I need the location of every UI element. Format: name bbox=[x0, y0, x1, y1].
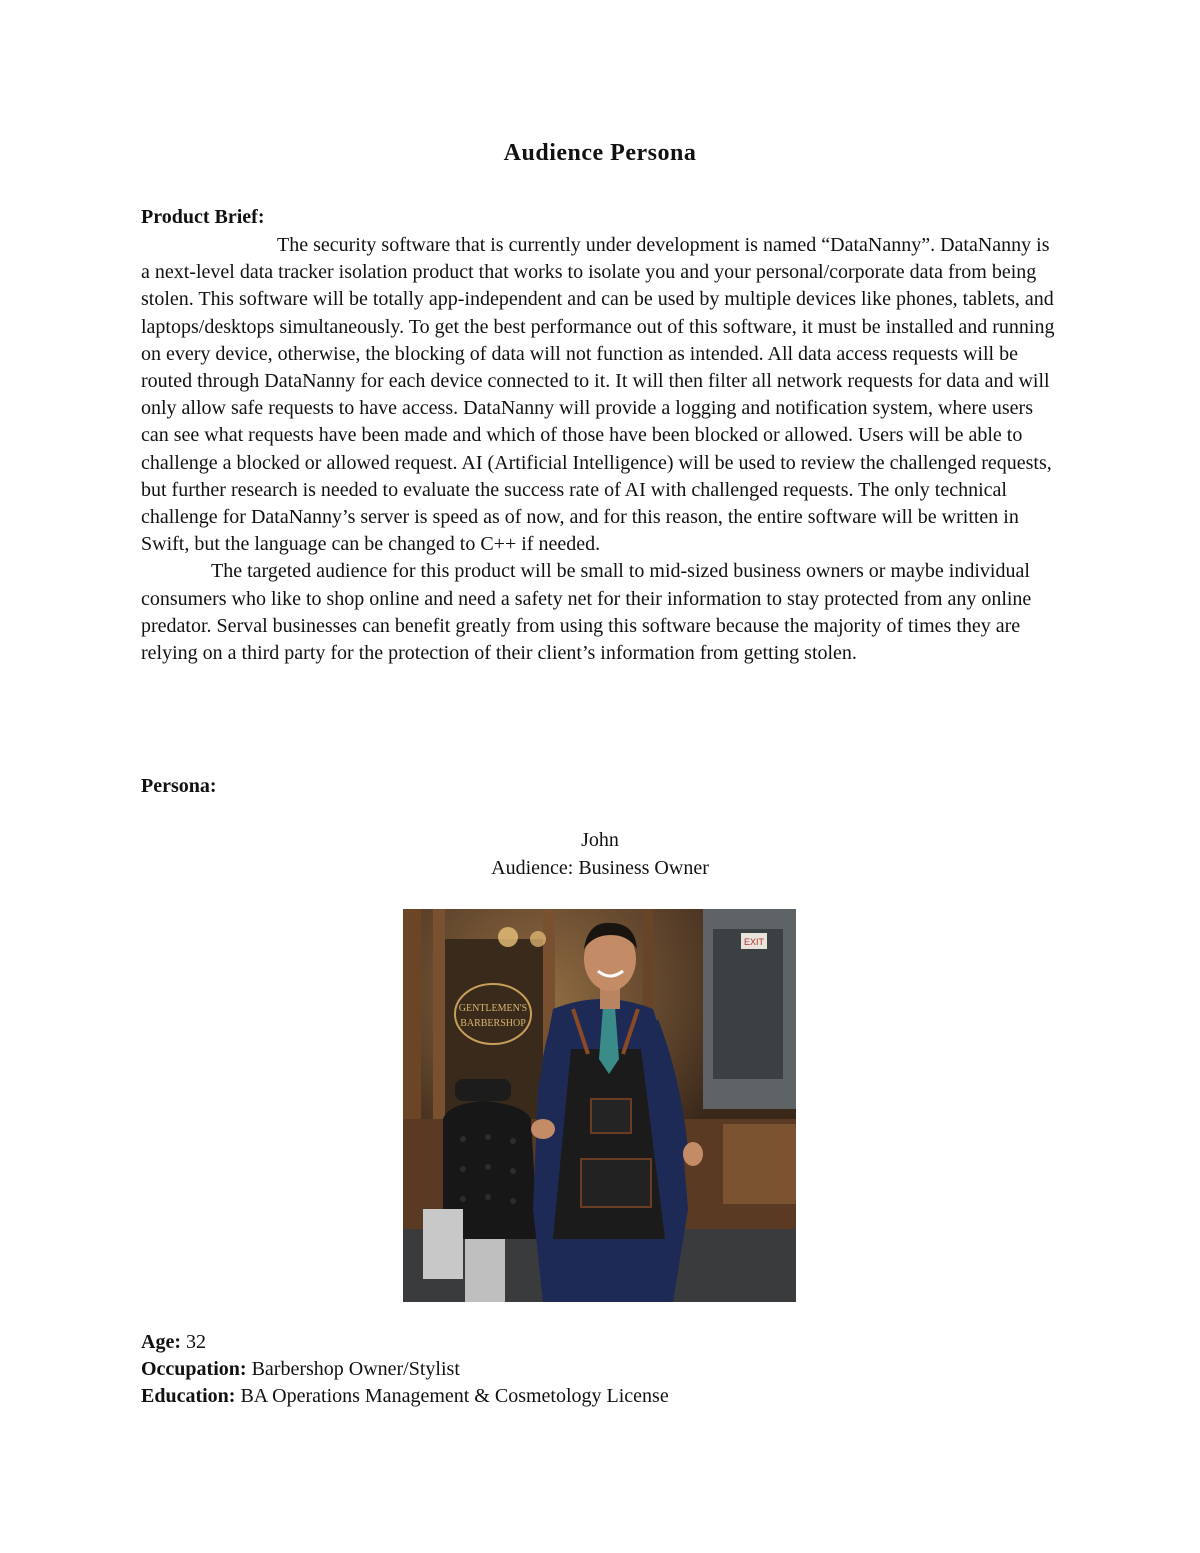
persona-audience: Audience: Business Owner bbox=[491, 857, 709, 879]
product-brief-body bbox=[141, 232, 1061, 667]
persona-photo bbox=[403, 909, 796, 1302]
education-value: BA Operations Management & Cosmetology License bbox=[235, 1385, 669, 1407]
page-title: Audience Persona bbox=[503, 140, 697, 166]
svg-text:EXIT: EXIT bbox=[743, 937, 765, 947]
education-label: Education: bbox=[141, 1385, 236, 1407]
occupation-label: Occupation: bbox=[141, 1358, 247, 1380]
education-field bbox=[141, 1385, 669, 1408]
occupation-field bbox=[141, 1358, 460, 1381]
age-label: Age: bbox=[141, 1331, 181, 1353]
persona-heading: Persona: bbox=[141, 775, 217, 797]
age-value: 32 bbox=[180, 1331, 206, 1353]
age-field bbox=[141, 1331, 206, 1354]
persona-name: John bbox=[581, 829, 619, 851]
product-brief-heading: Product Brief: bbox=[141, 206, 265, 228]
photo-sign-text: GENTLEMEN'S bbox=[458, 1003, 528, 1014]
brief-paragraph-2: The targeted audience for this product will be small to mid-sized business owners or maybe individual consumers who like to shop online and need a safety net for their information to stay protected from any online predator. Serval businesses can benefit greatly from using this software because the majority of times they are relying on a third party for the protection of their client’s information from getting stolen. bbox=[141, 560, 1032, 665]
brief-paragraph-1: The security software that is currently under development is named “DataNanny”. DataNanny is a next-level data tracker isolation product that works to isolate you and your personal/corporate data from being stolen. This software will be totally app-independent and can be used by multiple devices like phones, tablets, and laptops/desktops simultaneously. To get the best performance out of this software, it must be installed and running on every device, otherwise, the blocking of data will not function as intended. All data access requests will be routed through DataNanny for each device connected to it. It will then filter all network requests for data and will only allow safe requests to have access. DataNanny will provide a logging and notification system, where users can see what requests have been made and which of those have been blocked or allowed. Users will be able to challenge a blocked or allowed request. AI (Artificial Intelligence) will be used to review the challenged requests, but further research is needed to evaluate the success rate of AI with challenged requests. The only technical challenge for DataNanny’s server is speed as of now, and for this reason, the entire software will be written in Swift, but the language can be changed to C++ if needed. bbox=[141, 234, 1055, 556]
svg-text:BARBERSHOP: BARBERSHOP bbox=[460, 1018, 526, 1029]
occupation-value: Barbershop Owner/Stylist bbox=[246, 1358, 460, 1380]
